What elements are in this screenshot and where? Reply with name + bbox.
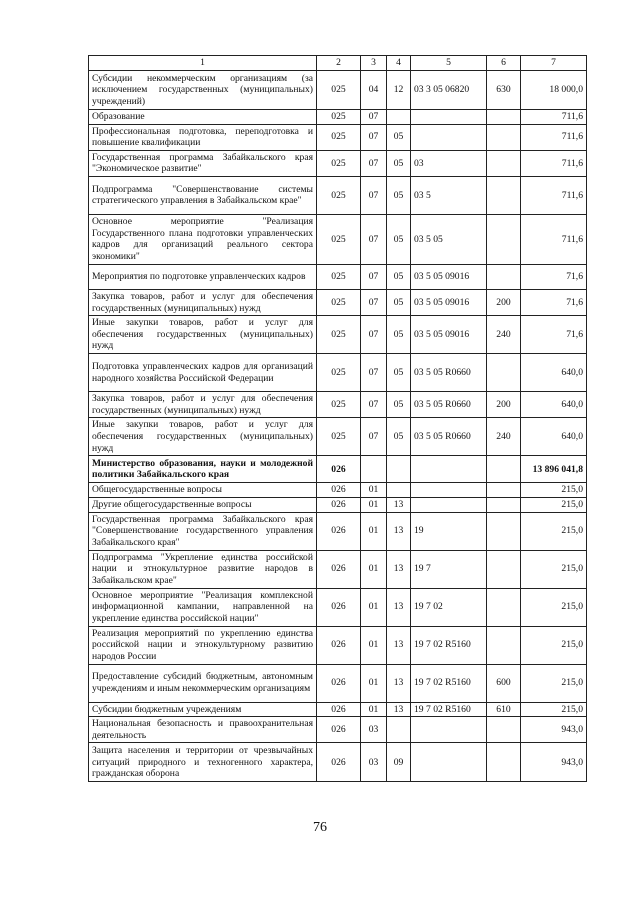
subsection-code-cell: [387, 483, 411, 498]
budget-table: [88, 55, 587, 782]
subsection-code-cell: 05: [387, 124, 411, 150]
item-name-cell: Государственная программа Забайкальского края "Совершенствование государственного управления Забайкальского края": [89, 512, 317, 550]
target-article-cell: 19 7 02 R5160: [411, 702, 487, 717]
target-article-cell: [411, 743, 487, 782]
ministry-code-cell: 026: [317, 717, 361, 743]
ministry-code-cell: 025: [317, 354, 361, 392]
section-code-cell: 01: [361, 497, 387, 512]
item-name-cell: Подпрограмма "Совершенствование системы стратегического управления в Забайкальском крае": [89, 176, 317, 214]
expense-type-cell: [487, 124, 521, 150]
subsection-code-cell: 05: [387, 316, 411, 354]
subsection-code-cell: 12: [387, 71, 411, 110]
amount-cell: 943,0: [521, 717, 587, 743]
ministry-code-cell: 026: [317, 550, 361, 588]
expense-type-cell: [487, 354, 521, 392]
table-row: [89, 483, 587, 498]
ministry-code-cell: 026: [317, 483, 361, 498]
table-row: [89, 110, 587, 125]
section-code-cell: 01: [361, 702, 387, 717]
item-name-cell: Закупка товаров, работ и услуг для обеспечения государственных (муниципальных) нужд: [89, 392, 317, 418]
target-article-cell: [411, 456, 487, 483]
item-name-cell: Подпрограмма "Укрепление единства российской нации и этнокультурное развитие народов в Забайкальском крае": [89, 550, 317, 588]
item-name-cell: Субсидии некоммерческим организациям (за исключением государственных (муниципальных) учреждений): [89, 71, 317, 110]
subsection-code-cell: 13: [387, 626, 411, 664]
subsection-code-cell: 05: [387, 176, 411, 214]
section-code-cell: 01: [361, 588, 387, 626]
item-name-cell: Основное мероприятие "Реализация комплексной информационной кампании, направленной на укрепление единства российской нации": [89, 588, 317, 626]
expense-type-cell: 240: [487, 316, 521, 354]
expense-type-cell: [487, 483, 521, 498]
ministry-code-cell: 026: [317, 497, 361, 512]
subsection-code-cell: 13: [387, 497, 411, 512]
section-code-cell: 04: [361, 71, 387, 110]
table-row: [89, 150, 587, 176]
item-name-cell: Профессиональная подготовка, переподготовка и повышение квалификации: [89, 124, 317, 150]
amount-cell: 215,0: [521, 664, 587, 702]
ministry-code-cell: 025: [317, 124, 361, 150]
target-article-cell: 03 5 05 R0660: [411, 392, 487, 418]
subsection-code-cell: 13: [387, 550, 411, 588]
item-name-cell: Основное мероприятие "Реализация Государственного плана подготовки управленческих кадров для организаций реального сектора экономики": [89, 214, 317, 264]
amount-cell: 711,6: [521, 150, 587, 176]
target-article-cell: 03: [411, 150, 487, 176]
amount-cell: 215,0: [521, 702, 587, 717]
subsection-code-cell: 05: [387, 392, 411, 418]
expense-type-cell: [487, 150, 521, 176]
amount-cell: 640,0: [521, 418, 587, 456]
ministry-code-cell: 025: [317, 150, 361, 176]
expense-type-cell: [487, 550, 521, 588]
expense-type-cell: [487, 588, 521, 626]
target-article-cell: 03 5: [411, 176, 487, 214]
subsection-code-cell: [387, 456, 411, 483]
target-article-cell: 03 5 05: [411, 214, 487, 264]
target-article-cell: [411, 124, 487, 150]
subsection-code-cell: 05: [387, 418, 411, 456]
table-row: [89, 717, 587, 743]
table-row: [89, 664, 587, 702]
table-row: [89, 550, 587, 588]
item-name-cell: Общегосударственные вопросы: [89, 483, 317, 498]
page-number: 76: [313, 820, 327, 835]
amount-cell: 215,0: [521, 550, 587, 588]
section-code-cell: 01: [361, 483, 387, 498]
target-article-cell: 03 5 05 09016: [411, 316, 487, 354]
expense-type-cell: 610: [487, 702, 521, 717]
subsection-code-cell: 05: [387, 264, 411, 289]
amount-cell: 711,6: [521, 214, 587, 264]
amount-cell: 71,6: [521, 264, 587, 289]
target-article-cell: 19: [411, 512, 487, 550]
section-code-cell: 07: [361, 110, 387, 125]
expense-type-cell: [487, 512, 521, 550]
target-article-cell: 03 5 05 R0660: [411, 418, 487, 456]
table-row: [89, 214, 587, 264]
ministry-code-cell: 026: [317, 743, 361, 782]
amount-cell: 71,6: [521, 289, 587, 315]
table-row: [89, 626, 587, 664]
expense-type-cell: 200: [487, 289, 521, 315]
target-article-cell: [411, 110, 487, 125]
amount-cell: 71,6: [521, 316, 587, 354]
table-body: [89, 71, 587, 782]
section-code-cell: 07: [361, 289, 387, 315]
ministry-code-cell: 025: [317, 110, 361, 125]
item-name-cell: Закупка товаров, работ и услуг для обеспечения государственных (муниципальных) нужд: [89, 289, 317, 315]
target-article-cell: [411, 717, 487, 743]
table-row: [89, 71, 587, 110]
amount-cell: 215,0: [521, 483, 587, 498]
section-code-cell: 01: [361, 664, 387, 702]
target-article-cell: 03 3 05 06820: [411, 71, 487, 110]
amount-cell: 215,0: [521, 512, 587, 550]
ministry-code-cell: 026: [317, 702, 361, 717]
item-name-cell: Другие общегосударственные вопросы: [89, 497, 317, 512]
subsection-code-cell: 05: [387, 214, 411, 264]
section-code-cell: 07: [361, 264, 387, 289]
column-header: 2: [317, 56, 361, 71]
subsection-code-cell: [387, 110, 411, 125]
table-row: [89, 354, 587, 392]
target-article-cell: 19 7 02 R5160: [411, 626, 487, 664]
expense-type-cell: [487, 717, 521, 743]
amount-cell: 711,6: [521, 124, 587, 150]
amount-cell: 711,6: [521, 176, 587, 214]
section-code-cell: 07: [361, 150, 387, 176]
table-row: [89, 264, 587, 289]
target-article-cell: 19 7: [411, 550, 487, 588]
amount-cell: 711,6: [521, 110, 587, 125]
table-header: [89, 56, 587, 71]
ministry-code-cell: 026: [317, 512, 361, 550]
target-article-cell: 03 5 05 09016: [411, 264, 487, 289]
item-name-cell: Государственная программа Забайкальского края "Экономическое развитие": [89, 150, 317, 176]
target-article-cell: 03 5 05 R0660: [411, 354, 487, 392]
subsection-code-cell: 05: [387, 354, 411, 392]
amount-cell: 215,0: [521, 626, 587, 664]
section-code-cell: 01: [361, 512, 387, 550]
subsection-code-cell: 13: [387, 664, 411, 702]
amount-cell: 640,0: [521, 354, 587, 392]
subsection-code-cell: 13: [387, 512, 411, 550]
column-header: 6: [487, 56, 521, 71]
table-row: [89, 316, 587, 354]
item-name-cell: Образование: [89, 110, 317, 125]
item-name-cell: Реализация мероприятий по укреплению единства российской нации и этнокультурному развитию народов России: [89, 626, 317, 664]
ministry-code-cell: 025: [317, 316, 361, 354]
subsection-code-cell: 05: [387, 289, 411, 315]
table-row: [89, 588, 587, 626]
expense-type-cell: 240: [487, 418, 521, 456]
target-article-cell: [411, 483, 487, 498]
table-row: [89, 456, 587, 483]
item-name-cell: Национальная безопасность и правоохранительная деятельность: [89, 717, 317, 743]
column-header: 5: [411, 56, 487, 71]
ministry-code-cell: 025: [317, 392, 361, 418]
section-code-cell: 07: [361, 124, 387, 150]
column-header: 4: [387, 56, 411, 71]
table-row: [89, 176, 587, 214]
item-name-cell: Защита населения и территории от чрезвычайных ситуаций природного и техногенного характера, гражданская оборона: [89, 743, 317, 782]
ministry-code-cell: 026: [317, 588, 361, 626]
expense-type-cell: [487, 110, 521, 125]
expense-type-cell: 600: [487, 664, 521, 702]
section-code-cell: 07: [361, 316, 387, 354]
section-code-cell: 07: [361, 418, 387, 456]
table-row: [89, 512, 587, 550]
ministry-code-cell: 026: [317, 456, 361, 483]
target-article-cell: 03 5 05 09016: [411, 289, 487, 315]
expense-type-cell: [487, 456, 521, 483]
ministry-code-cell: 026: [317, 626, 361, 664]
table-row: [89, 418, 587, 456]
subsection-code-cell: 13: [387, 702, 411, 717]
column-number-row: [89, 56, 587, 71]
section-code-cell: 07: [361, 354, 387, 392]
ministry-code-cell: 025: [317, 418, 361, 456]
amount-cell: 215,0: [521, 497, 587, 512]
table-row: [89, 702, 587, 717]
ministry-code-cell: 025: [317, 214, 361, 264]
expense-type-cell: [487, 497, 521, 512]
table-row: [89, 743, 587, 782]
section-code-cell: 03: [361, 743, 387, 782]
item-name-cell: Иные закупки товаров, работ и услуг для обеспечения государственных (муниципальных) нужд: [89, 418, 317, 456]
target-article-cell: 19 7 02: [411, 588, 487, 626]
expense-type-cell: [487, 214, 521, 264]
table-row: [89, 124, 587, 150]
section-code-cell: [361, 456, 387, 483]
amount-cell: 943,0: [521, 743, 587, 782]
section-code-cell: 03: [361, 717, 387, 743]
subsection-code-cell: 13: [387, 588, 411, 626]
column-header: 3: [361, 56, 387, 71]
section-code-cell: 07: [361, 214, 387, 264]
column-header: 7: [521, 56, 587, 71]
target-article-cell: 19 7 02 R5160: [411, 664, 487, 702]
column-header: 1: [89, 56, 317, 71]
expense-type-cell: 630: [487, 71, 521, 110]
ministry-code-cell: 025: [317, 264, 361, 289]
section-code-cell: 07: [361, 392, 387, 418]
table-row: [89, 289, 587, 315]
ministry-code-cell: 025: [317, 289, 361, 315]
table-row: [89, 497, 587, 512]
section-code-cell: 01: [361, 626, 387, 664]
ministry-code-cell: 025: [317, 176, 361, 214]
expense-type-cell: [487, 176, 521, 214]
item-name-cell: Министерство образования, науки и молодежной политики Забайкальского края: [89, 456, 317, 483]
table-row: [89, 392, 587, 418]
item-name-cell: Предоставление субсидий бюджетным, автономным учреждениям и иным некоммерческим организациям: [89, 664, 317, 702]
item-name-cell: Подготовка управленческих кадров для организаций народного хозяйства Российской Федерации: [89, 354, 317, 392]
ministry-code-cell: 025: [317, 71, 361, 110]
amount-cell: 640,0: [521, 392, 587, 418]
ministry-code-cell: 026: [317, 664, 361, 702]
subsection-code-cell: 09: [387, 743, 411, 782]
amount-cell: 215,0: [521, 588, 587, 626]
expense-type-cell: 200: [487, 392, 521, 418]
item-name-cell: Субсидии бюджетным учреждениям: [89, 702, 317, 717]
expense-type-cell: [487, 264, 521, 289]
target-article-cell: [411, 497, 487, 512]
section-code-cell: 07: [361, 176, 387, 214]
section-code-cell: 01: [361, 550, 387, 588]
expense-type-cell: [487, 626, 521, 664]
item-name-cell: Мероприятия по подготовке управленческих кадров: [89, 264, 317, 289]
amount-cell: 13 896 041,8: [521, 456, 587, 483]
item-name-cell: Иные закупки товаров, работ и услуг для обеспечения государственных (муниципальных) нужд: [89, 316, 317, 354]
subsection-code-cell: 05: [387, 150, 411, 176]
subsection-code-cell: [387, 717, 411, 743]
expense-type-cell: [487, 743, 521, 782]
amount-cell: 18 000,0: [521, 71, 587, 110]
